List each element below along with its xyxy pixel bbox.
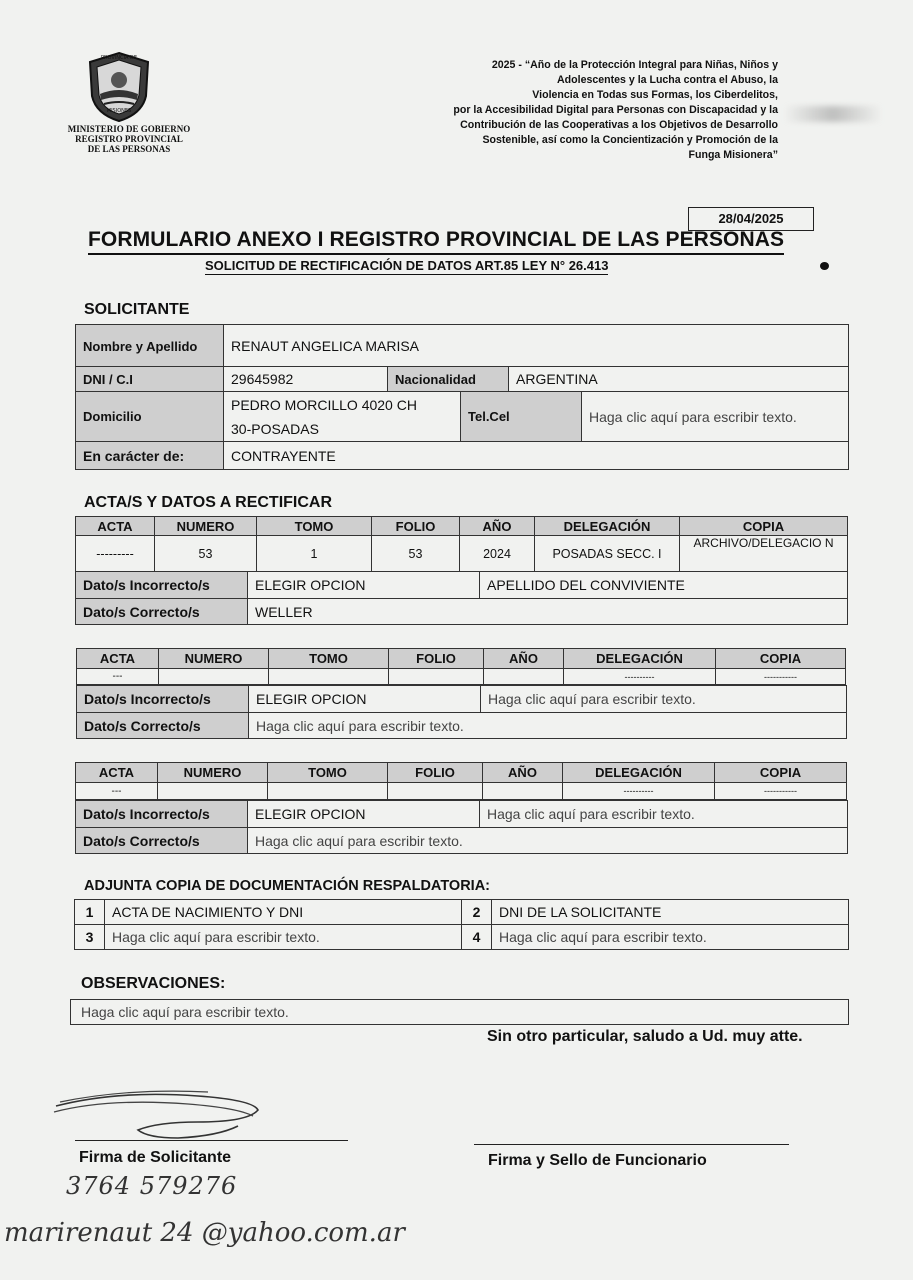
signature-label-solicitante: Firma de Solicitante [79,1149,232,1166]
solicitante-table [75,324,849,470]
col-folio: FOLIO [372,517,460,536]
domicilio-field[interactable] [224,392,461,442]
domicilio-line: 30-POSADAS [231,420,319,437]
nacionalidad-field[interactable]: ARGENTINA [509,367,849,392]
delegacion-field[interactable]: ---------- [563,783,715,800]
adjunta-number: 1 [75,900,105,925]
incorrect-option-dropdown[interactable]: ELEGIR OPCION [248,572,480,599]
anio-field[interactable]: 2024 [460,536,535,572]
col-tomo: TOMO [257,517,372,536]
actas-heading: ACTA/S Y DATOS A RECTIFICAR [84,494,333,511]
delegacion-field[interactable]: POSADAS SECC. I [535,536,680,572]
numero-field[interactable]: 53 [155,536,257,572]
col-anio: AÑO [483,763,563,783]
closing-text: Sin otro particular, saludo a Ud. muy atte. [487,1028,803,1045]
blurred-mark [784,106,882,122]
acta-table [76,648,846,685]
adjunta-item-2[interactable]: DNI DE LA SOLICITANTE [492,900,849,925]
copia-field[interactable]: ARCHIVO/DELEGACIO N [680,536,848,572]
col-copia: COPIA [680,517,848,536]
name-label: Nombre y Apellido [76,325,224,367]
domicilio-label: Domicilio [76,392,224,442]
tomo-field[interactable] [268,783,388,800]
date-box: 28/04/2025 [688,207,814,231]
col-folio: FOLIO [389,649,484,669]
tel-field[interactable]: Haga clic aquí para escribir texto. [582,392,849,442]
acta-table [75,516,848,572]
col-numero: NUMERO [158,763,268,783]
delegacion-field[interactable]: ---------- [564,669,716,685]
provincial-seal-icon [82,50,156,124]
caracter-field[interactable]: CONTRAYENTE [224,442,849,470]
incorrect-label: Dato/s Incorrecto/s [77,686,249,713]
acta-table [75,762,847,800]
decree-motto [338,58,778,163]
adjunta-number: 4 [462,925,492,950]
tomo-field[interactable]: 1 [257,536,372,572]
correct-label: Dato/s Correcto/s [77,713,249,739]
col-numero: NUMERO [155,517,257,536]
decree-line: Sostenible, así como la Concientización y Promoción de la [482,134,778,146]
form-subtitle: SOLICITUD DE RECTIFICACIÓN DE DATOS ART.85 LEY N° 26.413 [205,258,609,273]
handwritten-phone: 3764 579276 [66,1172,238,1200]
col-numero: NUMERO [159,649,269,669]
col-acta: ACTA [77,649,159,669]
caracter-label: En carácter de: [76,442,224,470]
ink-dot [820,262,829,270]
adjunta-number: 3 [75,925,105,950]
correct-label: Dato/s Correcto/s [76,599,248,625]
col-delegacion: DELEGACIÓN [564,649,716,669]
col-delegacion: DELEGACIÓN [535,517,680,536]
decree-line: 2025 - “Año de la Protección Integral para Niñas, Niños y [491,59,778,71]
folio-field[interactable] [389,669,484,685]
copia-field[interactable]: ----------- [715,783,847,800]
decree-line: por la Accesibilidad Digital para Personas con Discapacidad y la [453,104,778,116]
ministry-line: DE LAS PERSONAS [87,144,171,154]
folio-field[interactable]: 53 [372,536,460,572]
correct-text-field[interactable]: WELLER [248,599,848,625]
seal-top-text: PROVINCIA DE [101,55,137,61]
adjunta-item-4[interactable]: Haga clic aquí para escribir texto. [492,925,849,950]
name-field[interactable]: RENAUT ANGELICA MARISA [224,325,849,367]
adjunta-number: 2 [462,900,492,925]
correct-label: Dato/s Correcto/s [76,828,248,854]
col-acta: ACTA [76,517,155,536]
incorrect-text-field[interactable]: Haga clic aquí para escribir texto. [481,686,847,713]
adjunta-item-1[interactable]: ACTA DE NACIMIENTO Y DNI [105,900,462,925]
acta-field[interactable]: --- [76,783,158,800]
col-anio: AÑO [484,649,564,669]
seal-bottom-text: MISIONES [106,108,132,114]
adjunta-item-3[interactable]: Haga clic aquí para escribir texto. [105,925,462,950]
adjunta-heading: ADJUNTA COPIA DE DOCUMENTACIÓN RESPALDATORIA: [84,878,490,894]
observaciones-table [70,999,849,1025]
col-copia: COPIA [715,763,847,783]
domicilio-line: PEDRO MORCILLO 4020 CH [231,396,417,413]
correct-text-field[interactable]: Haga clic aquí para escribir texto. [248,828,848,854]
tomo-field[interactable] [269,669,389,685]
incorrect-text-field[interactable]: Haga clic aquí para escribir texto. [480,801,848,828]
observaciones-field[interactable]: Haga clic aquí para escribir texto. [71,1000,849,1025]
anio-field[interactable] [483,783,563,800]
acta-datos-table [75,571,848,625]
acta-field[interactable]: --------- [76,536,155,572]
signature-scribble-icon [48,1088,278,1146]
signature-line-solicitante [75,1140,348,1141]
col-folio: FOLIO [388,763,483,783]
incorrect-text-field[interactable]: APELLIDO DEL CONVIVIENTE [480,572,848,599]
handwritten-email: marirenaut 24 @yahoo.com.ar [4,1218,405,1248]
col-copia: COPIA [716,649,846,669]
signature-label-funcionario: Firma y Sello de Funcionario [488,1152,707,1169]
decree-line: Contribución de las Cooperativas a los Objetivos de Desarrollo [460,119,778,131]
adjunta-table [74,899,849,950]
incorrect-option-dropdown[interactable]: ELEGIR OPCION [249,686,481,713]
acta-datos-table [75,800,848,854]
decree-line: Adolescentes y la Lucha contra el Abuso, la [557,74,778,86]
ministry-line: MINISTERIO DE GOBIERNO [67,124,191,134]
incorrect-label: Dato/s Incorrecto/s [76,572,248,599]
anio-field[interactable] [484,669,564,685]
correct-text-field[interactable]: Haga clic aquí para escribir texto. [249,713,847,739]
col-tomo: TOMO [268,763,388,783]
acta-field[interactable]: --- [77,669,159,685]
col-tomo: TOMO [269,649,389,669]
numero-field[interactable] [159,669,269,685]
copia-field[interactable]: ----------- [716,669,846,685]
form-title: FORMULARIO ANEXO I REGISTRO PROVINCIAL DE LAS PERSONAS [88,228,784,255]
numero-field[interactable] [158,783,268,800]
incorrect-label: Dato/s Incorrecto/s [76,801,248,828]
decree-line: Funga Misionera” [688,149,778,161]
col-delegacion: DELEGACIÓN [563,763,715,783]
dni-label: DNI / C.I [76,367,224,392]
folio-field[interactable] [388,783,483,800]
col-acta: ACTA [76,763,158,783]
nacionalidad-label: Nacionalidad [388,367,509,392]
tel-label: Tel.Cel [461,392,582,442]
incorrect-option-dropdown[interactable]: ELEGIR OPCION [248,801,480,828]
observaciones-heading: OBSERVACIONES: [81,975,226,992]
decree-line: Violencia en Todas sus Formas, los Ciberdelitos, [532,89,778,101]
dni-field[interactable]: 29645982 [224,367,388,392]
signature-line-funcionario [474,1144,789,1145]
col-anio: AÑO [460,517,535,536]
ministry-name [56,124,202,154]
acta-datos-table [76,685,847,739]
solicitante-heading: SOLICITANTE [84,301,190,318]
ministry-line: REGISTRO PROVINCIAL [75,134,183,144]
